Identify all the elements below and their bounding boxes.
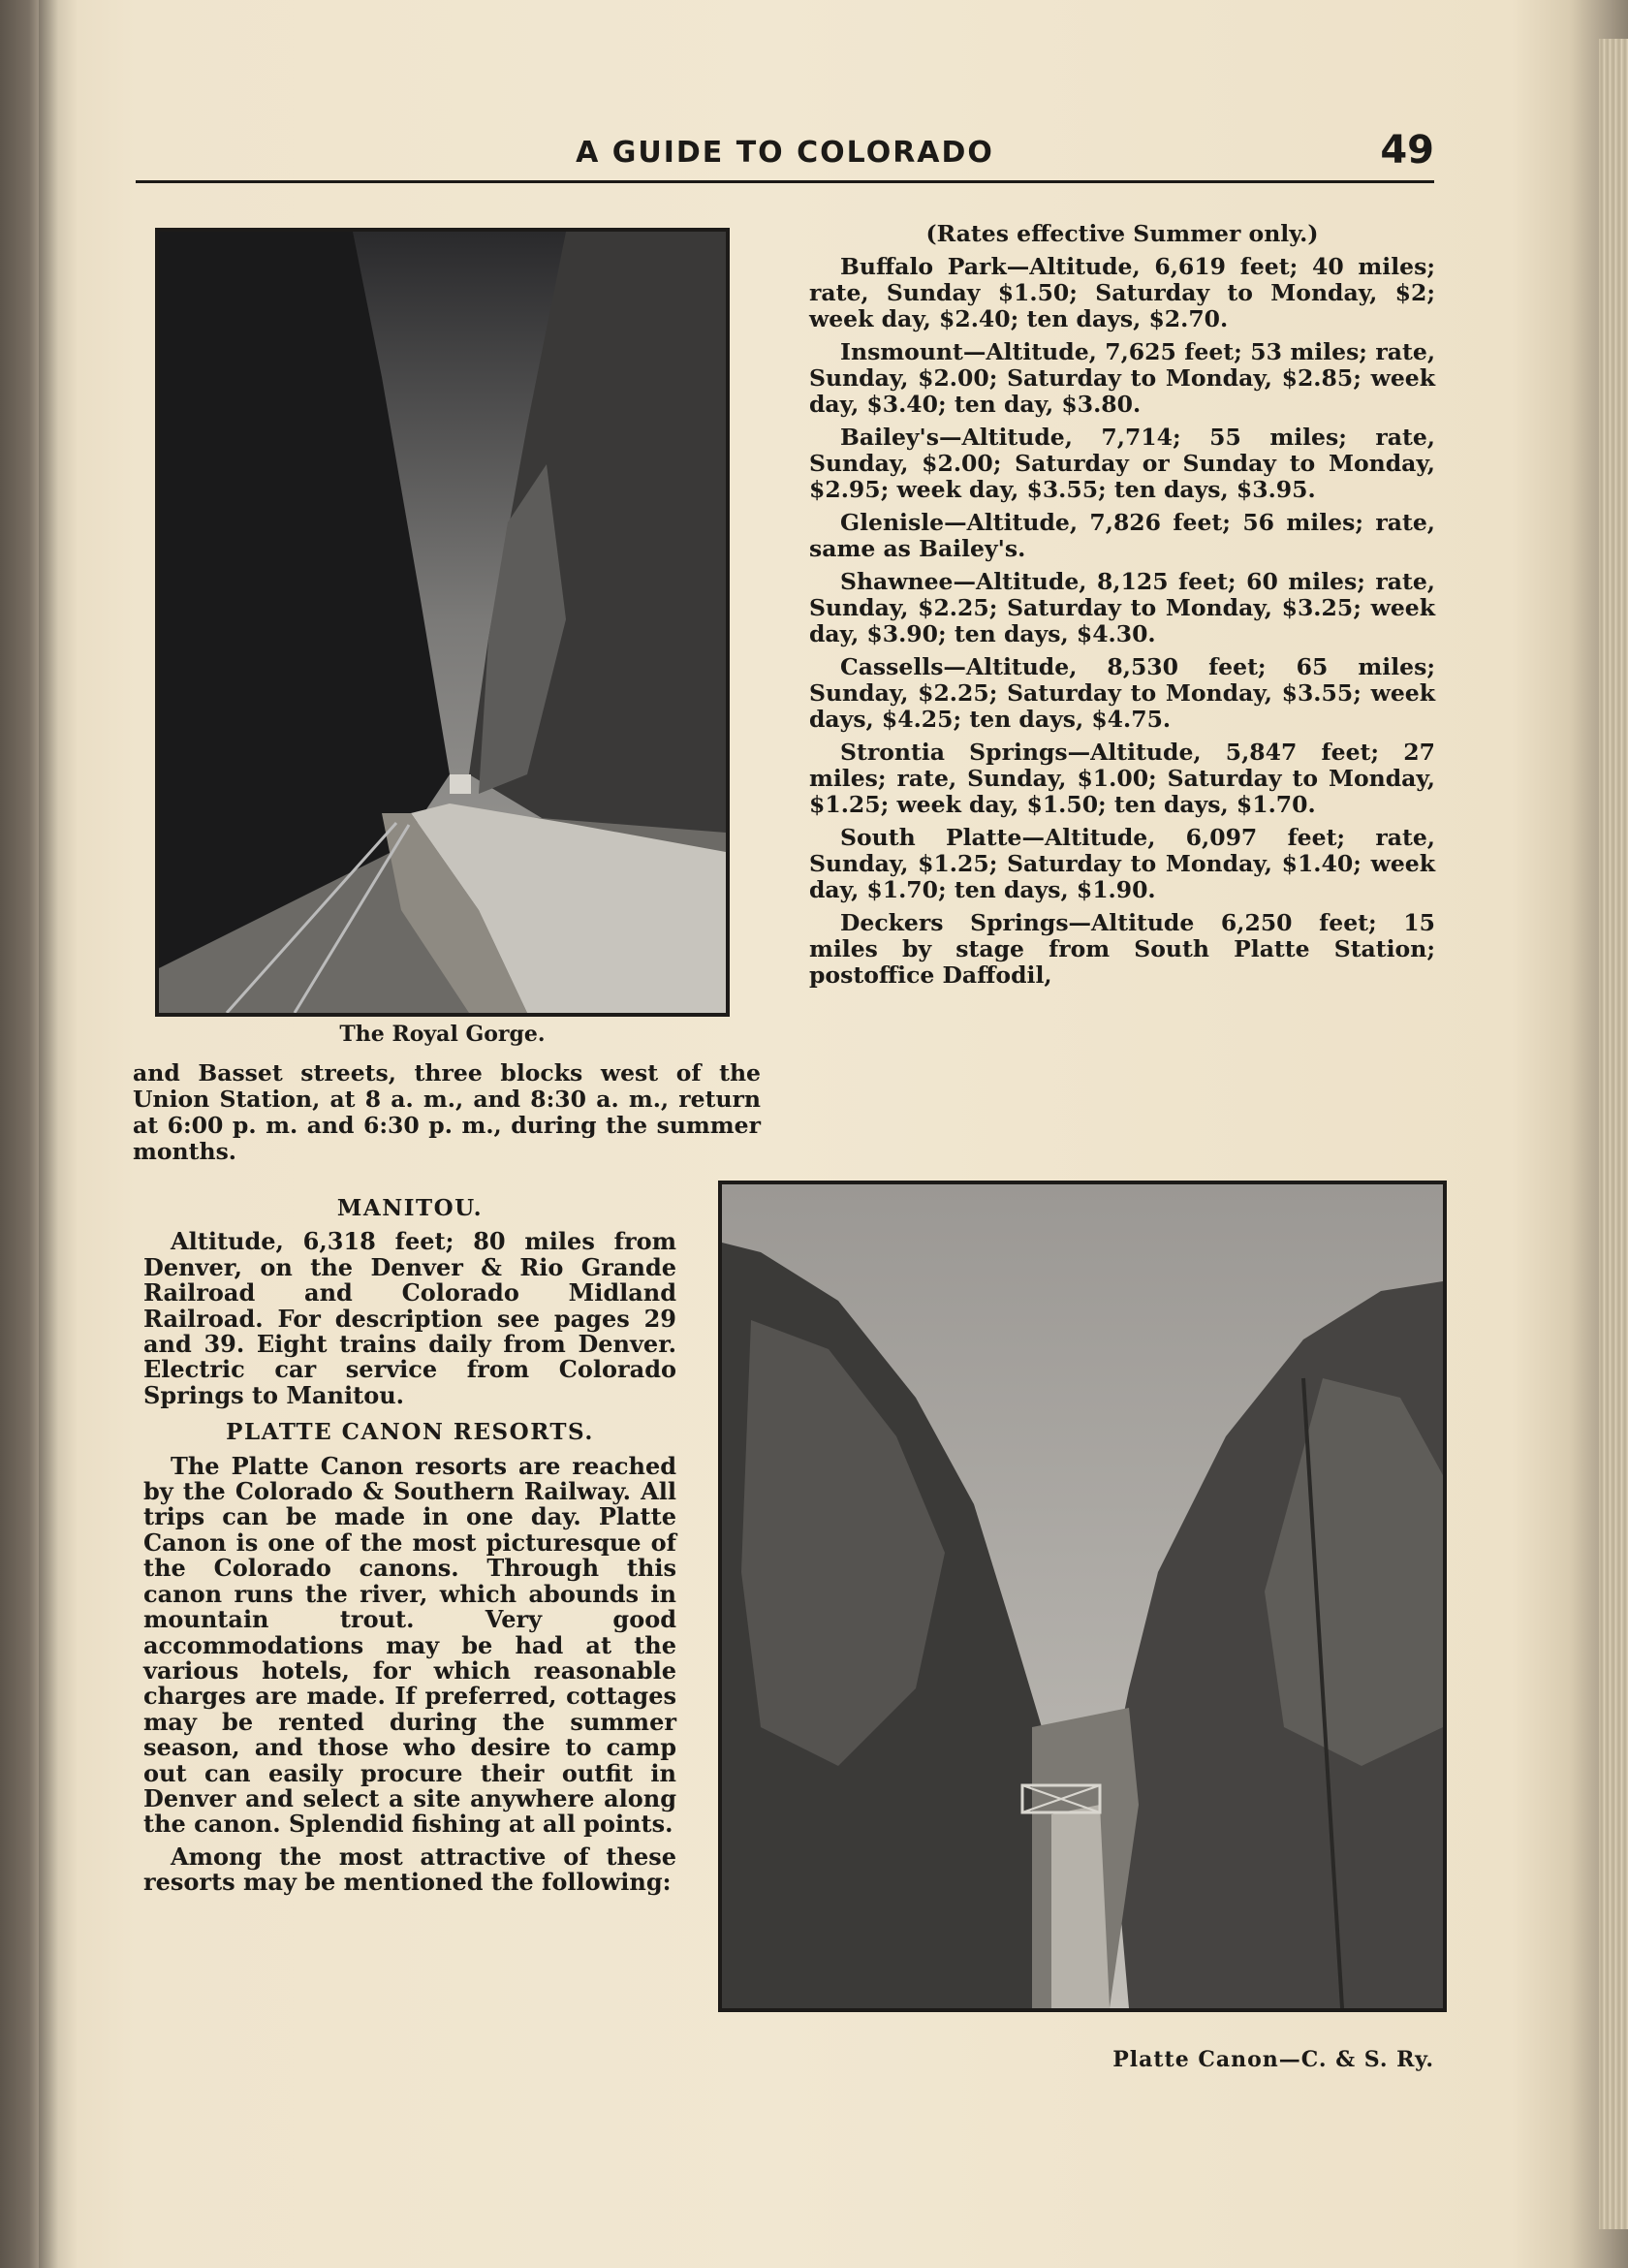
rates-column	[809, 221, 1435, 995]
page-header	[136, 128, 1434, 183]
platte-canon-body: The Platte Canon resorts are reached by the Colorado & Southern Railway. All trips can be made in one day. Platte Canon is one of the most picturesque of the Colorado canons. Through this canon runs the river, which abounds in mountain trout. Very good accommodations may be had at the various hotels, for which reasonable charges are made. If preferred, cottages may be rented during the summer season, and those who desire to camp out can easily procure their outfit in Denver and select a site anywhere along the canon. Splendid fishing at all points.	[143, 1451, 676, 1839]
running-head: A GUIDE TO COLORADO	[576, 136, 994, 170]
royal-gorge-photo	[155, 228, 730, 1017]
resort-entry: Insmount—Altitude, 7,625 feet; 53 miles; rate, Sunday, $2.00; Saturday to Monday, $2.85; week day, $3.40; ten day, $3.80.	[809, 338, 1435, 418]
resort-entry: South Platte—Altitude, 6,097 feet; rate, Sunday, $1.25; Saturday to Monday, $1.40; week day, $1.70; ten days, $1.90.	[809, 824, 1435, 903]
closing-paragraph: Among the most attractive of these resorts may be mentioned the following:	[143, 1842, 676, 1897]
page-number: 49	[1380, 128, 1434, 173]
continuation-text	[133, 1060, 761, 1172]
resort-entry: Strontia Springs—Altitude, 5,847 feet; 27 miles; rate, Sunday, $1.00; Saturday to Monday, $1.25; week day, $1.50; ten days, $1.70.	[809, 739, 1435, 818]
resort-entry: Cassells—Altitude, 8,530 feet; 65 miles; Sunday, $2.25; Saturday to Monday, $3.55; week days, $4.25; ten days, $4.75.	[809, 653, 1435, 733]
resort-entry: Shawnee—Altitude, 8,125 feet; 60 miles; rate, Sunday, $2.25; Saturday to Monday, $3.25; week day, $3.90; ten days, $4.30.	[809, 568, 1435, 647]
platte-canon-photo	[718, 1181, 1447, 2012]
page-edge	[1599, 39, 1628, 2229]
left-column	[143, 1184, 676, 1903]
resort-entry: Glenisle—Altitude, 7,826 feet; 56 miles; rate, same as Bailey's.	[809, 509, 1435, 562]
platte-canon-caption: Platte Canon—C. & S. Ry.	[1112, 2047, 1434, 2072]
spine-shadow	[39, 0, 78, 2268]
resort-entry: Deckers Springs—Altitude 6,250 feet; 15 miles by stage from South Platte Station; postoffice Daffodil,	[809, 909, 1435, 989]
rates-note: (Rates effective Summer only.)	[925, 220, 1319, 247]
manitou-body: Altitude, 6,318 feet; 80 miles from Denver, on the Denver & Rio Grande Railroad and Colorado Midland Railroad. For description see pages 29 and 39. Eight trains daily from Denver. Electric car service from Colorado Springs to Manitou.	[143, 1227, 676, 1409]
continuation-paragraph: and Basset streets, three blocks west of the Union Station, at 8 a. m., and 8:30 a. m., return at 6:00 p. m. and 6:30 p. m., during the summer months.	[133, 1059, 761, 1165]
platte-canon-heading: PLATTE CANON RESORTS.	[226, 1419, 594, 1446]
resort-entry: Bailey's—Altitude, 7,714; 55 miles; rate, Sunday, $2.00; Saturday or Sunday to Monday, $2.95; week day, $3.55; ten days, $3.95.	[809, 424, 1435, 503]
resort-entry: Buffalo Park—Altitude, 6,619 feet; 40 miles; rate, Sunday $1.50; Saturday to Monday, $2; week day, $2.40; ten days, $2.70.	[809, 253, 1435, 332]
manitou-heading: MANITOU.	[336, 1195, 484, 1221]
royal-gorge-caption: The Royal Gorge.	[339, 1022, 546, 1047]
